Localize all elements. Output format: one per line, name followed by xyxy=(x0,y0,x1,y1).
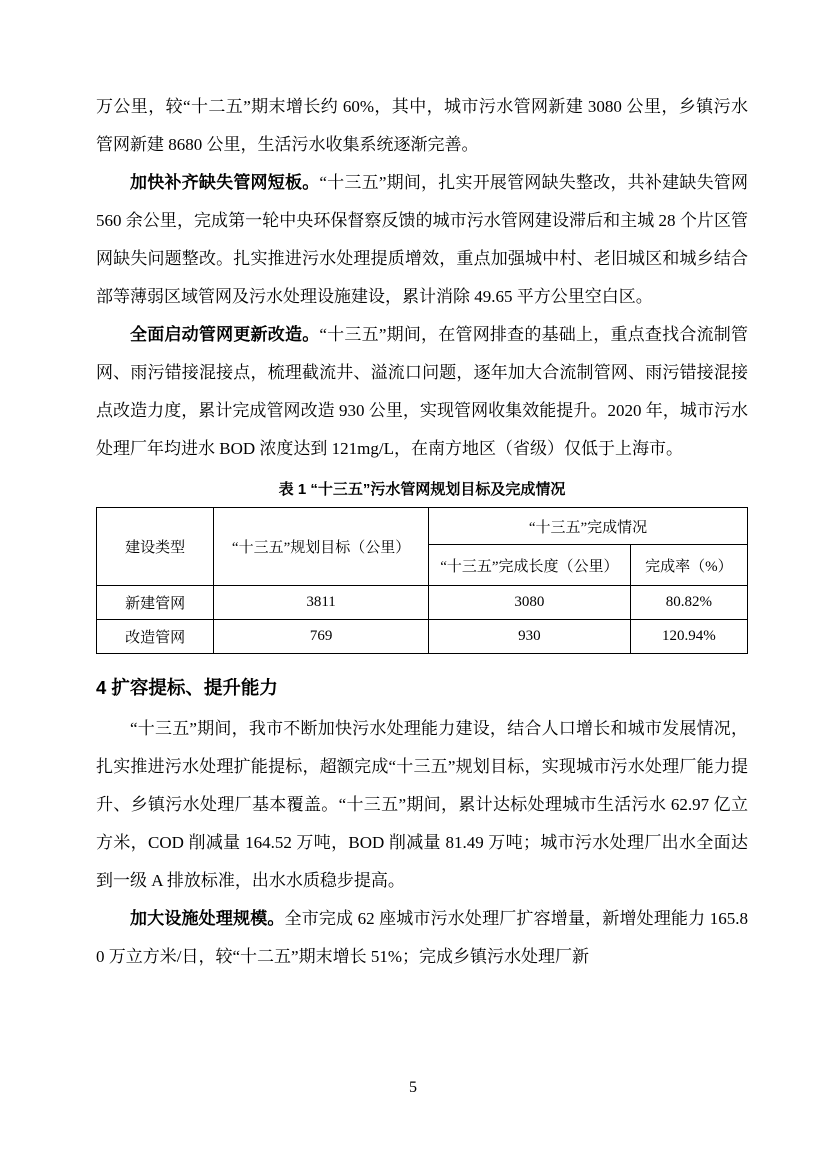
paragraph-lead: 全面启动管网更新改造。 xyxy=(130,325,320,344)
paragraph-network-shortfall xyxy=(96,164,748,316)
cell-type: 改造管网 xyxy=(97,620,214,654)
paragraph-lead: 加快补齐缺失管网短板。 xyxy=(130,173,320,192)
table-row xyxy=(97,586,748,620)
column-header-type: 建设类型 xyxy=(97,508,214,586)
paragraph-lead: 加大设施处理规模。 xyxy=(130,909,285,928)
table-row xyxy=(97,620,748,654)
table-header-row-1 xyxy=(97,508,748,545)
section-heading: 4 扩容提标、提升能力 xyxy=(96,677,278,698)
cell-rate: 120.94% xyxy=(630,620,747,654)
cell-type: 新建管网 xyxy=(97,586,214,620)
column-header-rate: 完成率（%） xyxy=(630,545,747,586)
cell-length: 930 xyxy=(429,620,631,654)
table-caption: 表 1 “十三五”污水管网规划目标及完成情况 xyxy=(278,481,566,498)
column-header-completion-group: “十三五”完成情况 xyxy=(429,508,748,545)
cell-length: 3080 xyxy=(429,586,631,620)
cell-target: 3811 xyxy=(214,586,429,620)
paragraph-network-renewal xyxy=(96,316,748,468)
paragraph-text: 万公里，较“十二五”期末增长约 60%，其中，城市污水管网新建 3080 公里，乡镇污水管网新建 8680 公里，生活污水收集系统逐渐完善。 xyxy=(96,97,748,154)
cell-rate: 80.82% xyxy=(630,586,747,620)
paragraph-text: “十三五”期间，在管网排查的基础上，重点查找合流制管网、雨污错接混接点，梳理截流井、溢流口问题，逐年加大合流制管网、雨污错接混接点改造力度，累计完成管网改造 930 公里，实现管网收集效能提升。2020 年，城市污水处理厂年均进水 BOD 浓度达到 121mg/L，在南方地区（省级）仅低于上海市。 xyxy=(96,325,749,458)
paragraph-facility-scale xyxy=(96,900,748,976)
paragraph-continuation xyxy=(96,88,748,164)
pipeline-plan-table xyxy=(96,507,748,654)
paragraph-text: 全市完成 62 座城市污水处理厂扩容增量，新增处理能力 165.80 万立方米/日，较“十二五”期末增长 51%；完成乡镇污水处理厂新 xyxy=(96,909,749,966)
cell-target: 769 xyxy=(214,620,429,654)
paragraph-text: “十三五”期间，我市不断加快污水处理能力建设，结合人口增长和城市发展情况，扎实推进污水处理扩能提标，超额完成“十三五”规划目标，实现城市污水处理厂能力提升、乡镇污水处理厂基本覆盖。“十三五”期间，累计达标处理城市生活污水 62.97 亿立方米，COD 削减量 164.52 万吨，BOD 削减量 81.49 万吨；城市污水处理厂出水全面达到一级 A 排放标准，出水水质稳步提高。 xyxy=(96,719,748,890)
page-number: 5 xyxy=(409,1079,417,1096)
column-header-target: “十三五”规划目标（公里） xyxy=(214,508,429,586)
column-header-length: “十三五”完成长度（公里） xyxy=(429,545,631,586)
paragraph-capacity-overview xyxy=(96,710,748,900)
paragraph-text: “十三五”期间，扎实开展管网缺失整改，共补建缺失管网 560 余公里，完成第一轮中央环保督察反馈的城市污水管网建设滞后和主城 28 个片区管网缺失问题整改。扎实推进污水处理提质增效，重点加强城中村、老旧城区和城乡结合部等薄弱区域管网及污水处理设施建设，累计消除 49.65 平方公里空白区。 xyxy=(96,173,749,306)
